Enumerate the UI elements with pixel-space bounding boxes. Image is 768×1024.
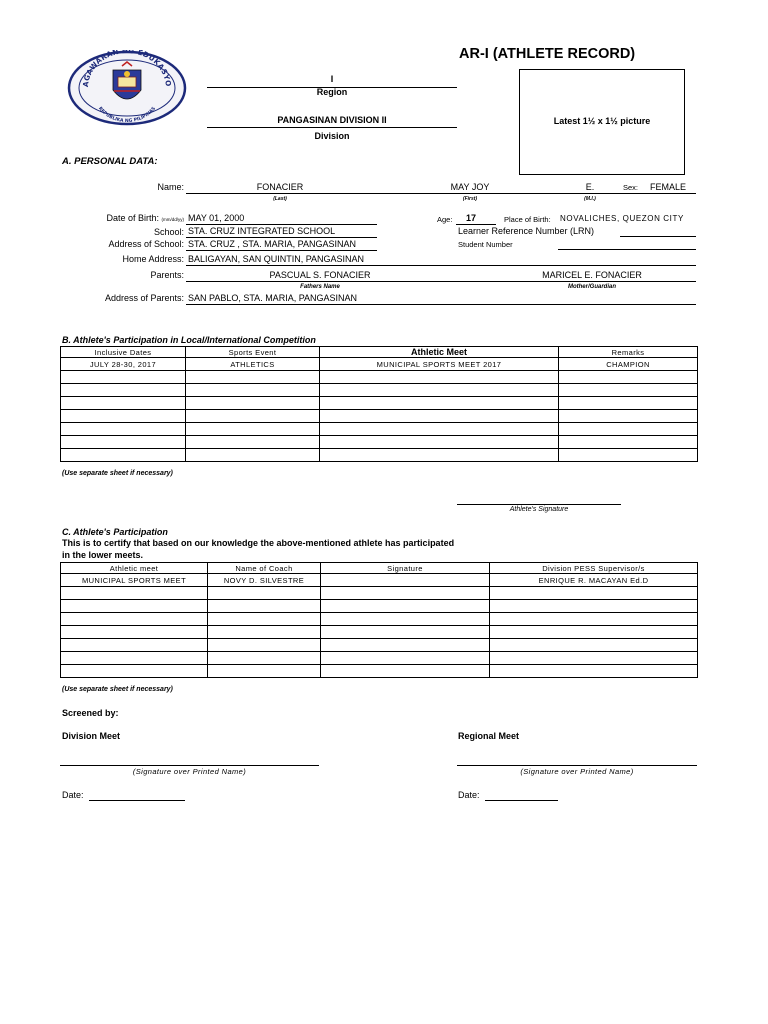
table-cell[interactable] [208, 652, 321, 665]
table-cell[interactable] [320, 384, 559, 397]
regional-signature-caption: (Signature over Printed Name) [520, 767, 634, 776]
lower-meets-header-row [61, 563, 698, 574]
table-row [61, 397, 698, 410]
sex-value: FEMALE [650, 182, 687, 192]
athlete-signature-label: Athlete's Signature [509, 506, 569, 513]
pob-value: NOVALICHES, QUEZON CITY [560, 214, 684, 223]
table-cell[interactable] [61, 613, 208, 626]
table-cell[interactable] [559, 384, 698, 397]
school-line [186, 237, 377, 238]
table-cell[interactable] [186, 384, 320, 397]
table-cell[interactable] [559, 423, 698, 436]
pob-label: Place of Birth: [504, 215, 551, 224]
table-cell[interactable] [321, 587, 490, 600]
table-cell[interactable] [490, 587, 698, 600]
table-row [61, 587, 698, 600]
section-a-title: A. PERSONAL DATA: [62, 156, 158, 167]
section-c-title: C. Athlete's Participation [62, 527, 168, 537]
table-cell[interactable] [61, 639, 208, 652]
mi-caption: (M.I.) [584, 196, 596, 202]
name-line [186, 193, 696, 194]
table-row [61, 665, 698, 678]
header-name-of-coach: Name of Coach [208, 563, 321, 574]
table-cell[interactable] [186, 423, 320, 436]
lrn-label: Learner Reference Number (LRN) [458, 226, 595, 236]
certification-line-1: This is to certify that based on our knowledge the above-mentioned athlete has participated [62, 538, 455, 548]
division-label: Division [314, 131, 350, 141]
regional-signature-line[interactable] [457, 765, 697, 766]
parents-label: Parents: [150, 270, 184, 280]
table-cell[interactable] [321, 652, 490, 665]
athlete-signature-line[interactable] [457, 504, 621, 505]
dob-value: MAY 01, 2000 [188, 213, 245, 223]
table-cell[interactable] [61, 384, 186, 397]
school-label: School: [153, 227, 184, 237]
header-inclusive-dates: Inclusive Dates [61, 347, 186, 358]
table-row [61, 384, 698, 397]
section-b-title: B. Athlete's Participation in Local/International Competition [62, 335, 316, 345]
table-cell[interactable] [186, 410, 320, 423]
parents-address-value: SAN PABLO, STA. MARIA, PANGASINAN [188, 293, 358, 303]
table-cell[interactable] [61, 436, 186, 449]
table-cell[interactable] [186, 371, 320, 384]
school-address-value: STA. CRUZ , STA. MARIA, PANGASINAN [188, 239, 357, 249]
division-value: PANGASINAN DIVISION II [277, 115, 387, 125]
header-sports-event: Sports Event [186, 347, 320, 358]
header-signature: Signature [321, 563, 490, 574]
table-row [61, 449, 698, 462]
regional-date-line[interactable] [485, 800, 558, 801]
regional-meet-label: Regional Meet [458, 731, 520, 741]
header-remarks: Remarks [559, 347, 698, 358]
table-cell[interactable]: MUNICIPAL SPORTS MEET [61, 574, 208, 587]
home-address-value: BALIGAYAN, SAN QUINTIN, PANGASINAN [188, 254, 365, 264]
mother-value: MARICEL E. FONACIER [542, 270, 642, 280]
table-cell[interactable] [490, 652, 698, 665]
seal-outer-text: AGAWARAN NG EDUKASYO [80, 50, 174, 88]
table-cell[interactable] [490, 613, 698, 626]
division-signature-line[interactable] [60, 765, 319, 766]
table-cell[interactable] [490, 626, 698, 639]
dob-format: (mm/dd/yy) [161, 217, 184, 222]
lrn-line [620, 236, 696, 237]
table-cell[interactable] [320, 423, 559, 436]
table-cell[interactable] [490, 600, 698, 613]
table-cell[interactable]: ENRIQUE R. MACAYAN Ed.D [490, 574, 698, 587]
table-cell[interactable] [208, 600, 321, 613]
table-cell[interactable]: NOVY D. SILVESTRE [208, 574, 321, 587]
table-cell[interactable] [559, 371, 698, 384]
table-cell[interactable] [61, 665, 208, 678]
lower-meets-table [60, 562, 698, 678]
school-address-line [186, 250, 377, 251]
table-cell[interactable] [208, 639, 321, 652]
name-label: Name: [157, 182, 184, 192]
table-cell[interactable] [320, 436, 559, 449]
form-title: AR-I (ATHLETE RECORD) [459, 46, 636, 62]
father-caption: Fathers Name [300, 284, 340, 290]
parents-line [186, 281, 696, 282]
table-cell[interactable] [321, 665, 490, 678]
table-cell[interactable] [61, 423, 186, 436]
competition-header-row [61, 347, 698, 358]
first-caption: (First) [462, 196, 478, 202]
table-row [61, 652, 698, 665]
table-row [61, 371, 698, 384]
table-cell[interactable] [321, 600, 490, 613]
table-row [61, 600, 698, 613]
table-cell[interactable] [186, 436, 320, 449]
table-cell[interactable] [61, 371, 186, 384]
home-address-line [186, 265, 696, 266]
header-athletic-meet: Athletic Meet [320, 347, 559, 358]
parents-address-label: Address of Parents: [104, 293, 184, 303]
division-date-line[interactable] [89, 800, 185, 801]
table-row [61, 626, 698, 639]
table-cell[interactable] [559, 449, 698, 462]
table-cell[interactable] [61, 397, 186, 410]
table-cell[interactable] [61, 626, 208, 639]
section-b-note: (Use separate sheet if necessary) [62, 470, 173, 477]
dob-label [60, 213, 184, 223]
table-cell[interactable]: CHAMPION [559, 358, 698, 371]
table-cell[interactable] [61, 587, 208, 600]
table-cell[interactable] [208, 613, 321, 626]
table-cell[interactable] [208, 626, 321, 639]
table-cell[interactable]: MUNICIPAL SPORTS MEET 2017 [320, 358, 559, 371]
table-row [61, 639, 698, 652]
table-cell[interactable] [320, 371, 559, 384]
deped-seal-logo [66, 50, 188, 126]
father-value: PASCUAL S. FONACIER [269, 270, 371, 280]
table-cell[interactable] [559, 397, 698, 410]
table-row [61, 613, 698, 626]
table-cell[interactable] [321, 639, 490, 652]
picture-label: Latest 1½ x 1½ picture [553, 116, 651, 126]
table-cell[interactable] [320, 449, 559, 462]
dob-label-text: Date of Birth: [106, 213, 159, 223]
table-cell[interactable]: ATHLETICS [186, 358, 320, 371]
table-row [61, 574, 698, 587]
region-label: Region [316, 87, 348, 97]
table-cell[interactable] [559, 436, 698, 449]
school-value: STA. CRUZ INTEGRATED SCHOOL [188, 226, 336, 236]
table-cell[interactable] [320, 410, 559, 423]
table-cell[interactable] [61, 652, 208, 665]
student-number-label: Student Number [458, 240, 513, 249]
last-caption: (Last) [273, 196, 287, 202]
table-cell[interactable] [61, 600, 208, 613]
division-signature-caption: (Signature over Printed Name) [132, 767, 247, 776]
table-cell[interactable] [321, 626, 490, 639]
section-c-note: (Use separate sheet if necessary) [62, 686, 173, 693]
table-row [61, 410, 698, 423]
competition-table [60, 346, 698, 462]
table-cell[interactable] [321, 613, 490, 626]
middle-initial-value: E. [585, 182, 595, 192]
table-cell[interactable] [559, 410, 698, 423]
table-row [61, 358, 698, 371]
regional-date-label: Date: [458, 790, 480, 800]
table-cell[interactable] [321, 574, 490, 587]
table-cell[interactable]: JULY 28-30, 2017 [61, 358, 186, 371]
region-value: I [330, 74, 334, 84]
header-athletic-meet: Athletic meet [61, 563, 208, 574]
screened-by-label: Screened by: [62, 708, 119, 718]
table-cell[interactable] [490, 665, 698, 678]
table-cell[interactable] [186, 449, 320, 462]
age-value: 17 [466, 213, 477, 223]
header-pess-supervisor: Division PESS Supervisor/s [490, 563, 698, 574]
dob-line [186, 224, 377, 225]
table-cell[interactable] [61, 410, 186, 423]
division-meet-label: Division Meet [62, 731, 121, 741]
home-address-label: Home Address: [122, 254, 184, 264]
table-cell[interactable] [490, 639, 698, 652]
table-row [61, 423, 698, 436]
division-line [207, 127, 457, 128]
parents-address-line [186, 304, 696, 305]
division-date-label: Date: [62, 790, 84, 800]
table-cell[interactable] [320, 397, 559, 410]
table-cell[interactable] [208, 665, 321, 678]
last-name-value: FONACIER [256, 182, 304, 192]
age-line [456, 224, 496, 225]
table-cell[interactable] [186, 397, 320, 410]
certification-line-2: in the lower meets. [62, 550, 144, 560]
mother-caption: Mother/Guardian [567, 284, 616, 290]
sex-label: Sex: [623, 183, 639, 192]
table-row [61, 436, 698, 449]
table-cell[interactable] [208, 587, 321, 600]
table-cell[interactable] [61, 449, 186, 462]
age-label: Age: [437, 215, 453, 224]
school-address-label: Address of School: [108, 239, 184, 249]
seal-inner-text: REPUBLIKA NG PILIPINAS [96, 106, 158, 125]
first-name-value: MAY JOY [450, 182, 490, 192]
student-number-line [558, 249, 696, 250]
